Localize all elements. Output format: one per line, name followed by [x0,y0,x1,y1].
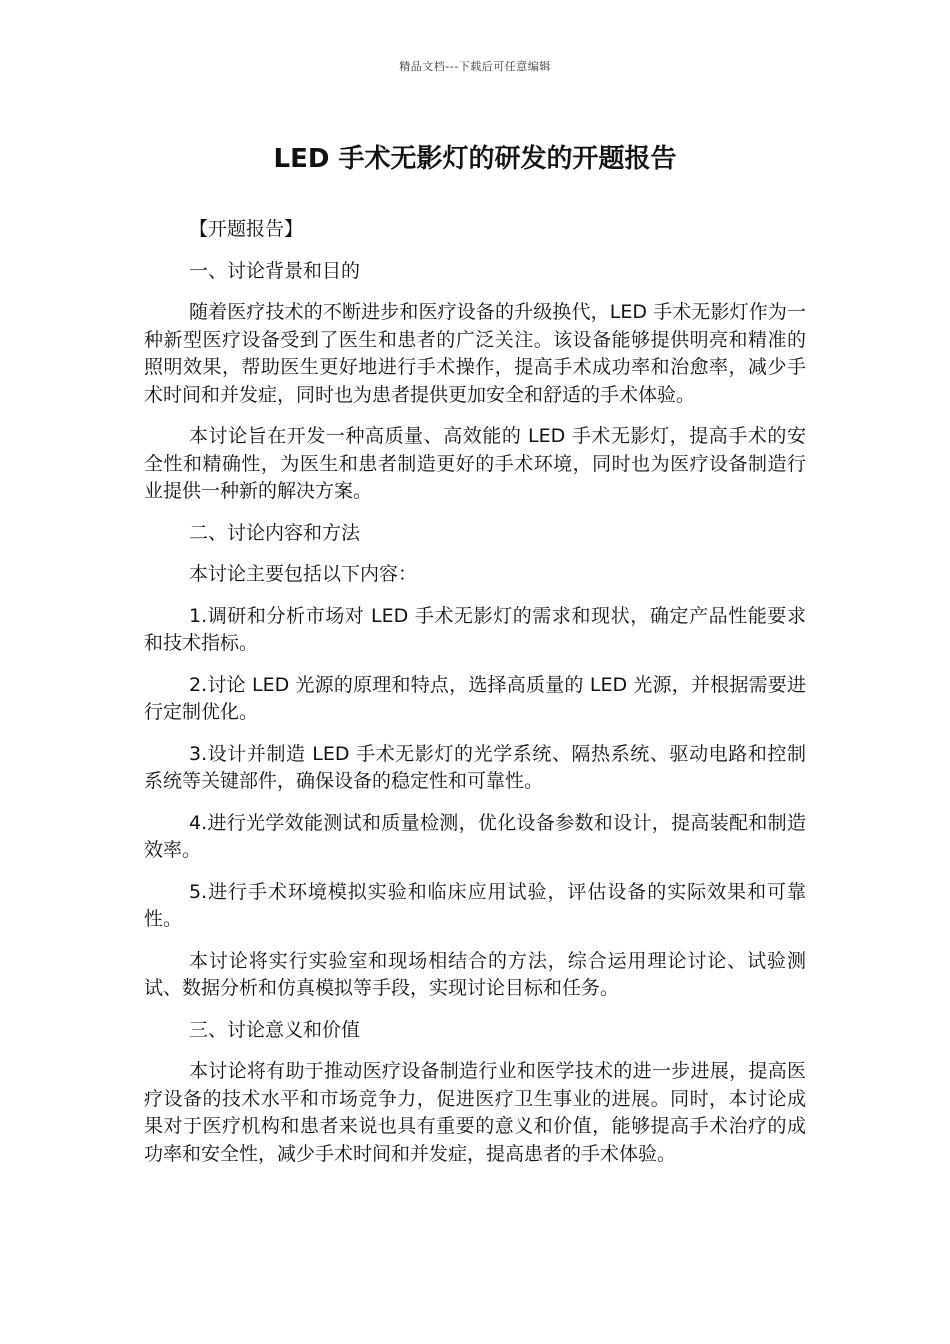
header-note: 精品文档---下载后可任意编辑 [399,60,551,73]
list-item: 5.进行手术环境模拟实验和临床应用试验，评估设备的实际效果和可靠性。 [144,880,806,930]
section-heading-significance: 三、讨论意义和价值 [189,1018,361,1041]
body-paragraph: 本讨论将实行实验室和现场相结合的方法，综合运用理论讨论、试验测试、数据分析和仿真模拟等手段，实现讨论目标和任务。 [144,949,806,999]
section-heading-content: 二、讨论内容和方法 [189,521,361,544]
list-item: 2.讨论 LED 光源的原理和特点，选择高质量的 LED 光源，并根据需要进行定制优化。 [144,673,806,723]
section-label: 【开题报告】 [189,218,304,240]
document-title: LED 手术无影灯的研发的开题报告 [273,144,677,174]
body-paragraph: 本讨论将有助于推动医疗设备制造行业和医学技术的进一步进展，提高医疗设备的技术水平和市场竞争力，促进医疗卫生事业的进展。同时，本讨论成果对于医疗机构和患者来说也具有重要的意义和价值，能够提高手术治疗的成功率和安全性，减少手术时间和并发症，提高患者的手术体验。 [144,1060,806,1165]
body-paragraph: 本讨论主要包括以下内容： [189,563,418,585]
section-heading-background: 一、讨论背景和目的 [189,259,361,282]
list-item: 3.设计并制造 LED 手术无影灯的光学系统、隔热系统、驱动电路和控制系统等关键部件，确保设备的稳定性和可靠性。 [144,742,806,792]
body-paragraph: 本讨论旨在开发一种高质量、高效能的 LED 手术无影灯，提高手术的安全性和精确性，为医生和患者制造更好的手术环境，同时也为医疗设备制造行业提供一种新的解决方案。 [144,425,806,502]
document-body [144,216,806,1182]
body-paragraph: 随着医疗技术的不断进步和医疗设备的升级换代，LED 手术无影灯作为一种新型医疗设备受到了医生和患者的广泛关注。该设备能够提供明亮和精准的照明效果，帮助医生更好地进行手术操作，提高手术成功率和治愈率，减少手术时间和并发症，同时也为患者提供更加安全和舒适的手术体验。 [144,301,806,406]
list-item: 4.进行光学效能测试和质量检测，优化设备参数和设计，提高装配和制造效率。 [144,811,806,861]
list-item: 1.调研和分析市场对 LED 手术无影灯的需求和现状，确定产品性能要求和技术指标。 [144,604,806,654]
